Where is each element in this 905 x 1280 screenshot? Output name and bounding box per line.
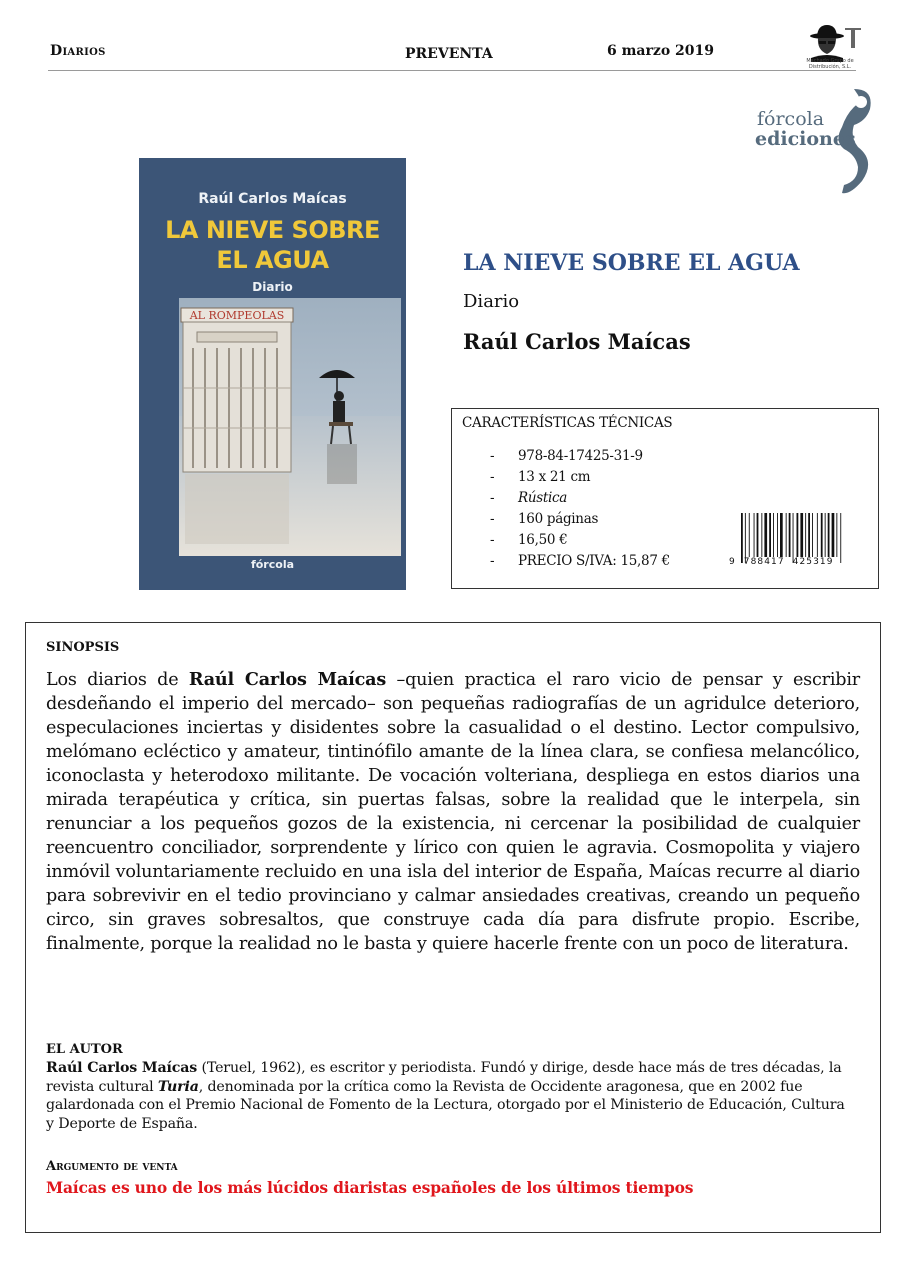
barcode-bar (757, 513, 759, 557)
barcode-bar (800, 513, 803, 557)
tech-specs-heading: CARACTERÍSTICAS TÉCNICAS (462, 415, 673, 431)
barcode-bar (812, 513, 813, 557)
book-cover (139, 158, 406, 590)
barcode-bar (741, 513, 743, 563)
cover-author: Raúl Carlos Maícas (198, 191, 347, 207)
cover-photo (179, 298, 401, 556)
cover-publisher: fórcola (250, 558, 295, 571)
barcode-bar (805, 513, 806, 557)
spec-isbn: - 978-84-17425-31-9 (490, 448, 643, 464)
magazine-name: Turia (157, 1078, 199, 1095)
book-author: Raúl Carlos Maícas (463, 329, 691, 354)
header-divider (48, 70, 856, 71)
sales-argument-text: Maícas es uno de los más lúcidos diaristas españoles de los últimos tiempos (46, 1178, 694, 1197)
barcode-bar (825, 513, 826, 557)
barcode-bar (773, 513, 774, 557)
book-title: LA NIEVE SOBRE EL AGUA (463, 250, 800, 276)
synopsis-text: Los diarios de Raúl Carlos Maícas –quien practica el raro vicio de pensar y escribir desdeñando el imperio del mercado– son pequeñas radiografías de un agridulce deterioro, especulaciones inciertas y disidentes sobre la casualidad o el destino. Lector compulsivo, melómano ecléctico y amateur, tintinófilo amante de la línea clara, se confiesa melancólico, iconoclasta y heterodoxo militante. De vocación volteriana, despliega en estos diarios una mirada terapéutica y crítica, sin puertas falsas, sobre la realidad que le interpela, sin renunciar a los pequeños gozos de la existencia, ni cercenar la posibilidad de cualquier reencuentro conciliador, sorprendente y lírico con quien le agravia. Cosmopolita y viajero inmóvil voluntariamente recluido en una isla del interior de España, Maícas recurre al diario para sobrevivir en el tedio provinciano y calmar ansiedades creativas, creando un pequeño circo, sin graves sobresaltos, que construye cada día para disfrute propio. Escribe, finalmente, porque la realidad no le basta y quiere hacerle frente con un poco de literatura. (46, 669, 861, 954)
barcode-bar (840, 513, 841, 563)
barcode-bar (786, 513, 787, 557)
author-heading: EL AUTOR (46, 1042, 123, 1057)
author-bio: Raúl Carlos Maícas (Teruel, 1962), es escritor y periodista. Fundó y dirige, desde hace más de tres décadas, la revista cultural Turia, denominada por la crítica como la Revista de Occidente aragonesa, que en 2002 fue galardonada con el Premio Nacional de Fomento de la Lectura, otorgado por el Ministerio de Educación, Cultura y Deporte de España. (46, 1060, 845, 1132)
spec-pages: - 160 páginas (490, 511, 599, 527)
barcode-bar (817, 513, 818, 557)
cover-subtitle: Diario (252, 280, 293, 294)
barcode-bar (793, 513, 794, 563)
spec-binding: - Rústica (490, 490, 568, 506)
barcode-bar (777, 513, 778, 557)
cover-title-line2: EL AGUA (216, 246, 329, 274)
barcode-bar (745, 513, 746, 563)
release-date: 6 marzo 2019 (607, 43, 715, 59)
cover-sign-text: AL ROMPEOLAS (189, 309, 285, 322)
barcode-bar (769, 513, 771, 557)
barcode-bar (836, 513, 837, 557)
barcode-bar (789, 513, 791, 557)
barcode-bar (780, 513, 783, 557)
author-bio-name: Raúl Carlos Maícas (46, 1060, 198, 1076)
book-genre: Diario (463, 291, 520, 312)
distributor-caption: Machado Grupo de Distribución, S.L. (806, 58, 854, 70)
barcode-bar (754, 513, 755, 557)
presale-label: PREVENTA (405, 46, 493, 62)
barcode-bar (797, 513, 799, 557)
synopsis-heading: SINOPSIS (46, 640, 120, 655)
barcode-bar (808, 513, 810, 557)
section-label: Diarios (50, 43, 106, 59)
barcode-bar (821, 513, 823, 557)
barcode-bar (764, 513, 767, 557)
spec-price-no-vat: - PRECIO S/IVA: 15,87 € (490, 553, 670, 569)
publisher-name-line1: fórcola (757, 108, 825, 130)
sales-argument-heading: Argumento de venta (46, 1159, 178, 1174)
publisher-name-line2: ediciones (755, 128, 856, 150)
spec-size: - 13 x 21 cm (490, 469, 591, 485)
barcode-bar (832, 513, 835, 557)
barcode-number: 9 788417 425319 (729, 557, 834, 567)
cover-title-line1: LA NIEVE SOBRE (165, 216, 380, 244)
barcode-bar (761, 513, 762, 557)
synopsis-author-name: Raúl Carlos Maícas (188, 669, 387, 690)
spec-price: - 16,50 € (490, 532, 568, 548)
barcode-bar (749, 513, 750, 557)
barcode-bar (828, 513, 830, 557)
